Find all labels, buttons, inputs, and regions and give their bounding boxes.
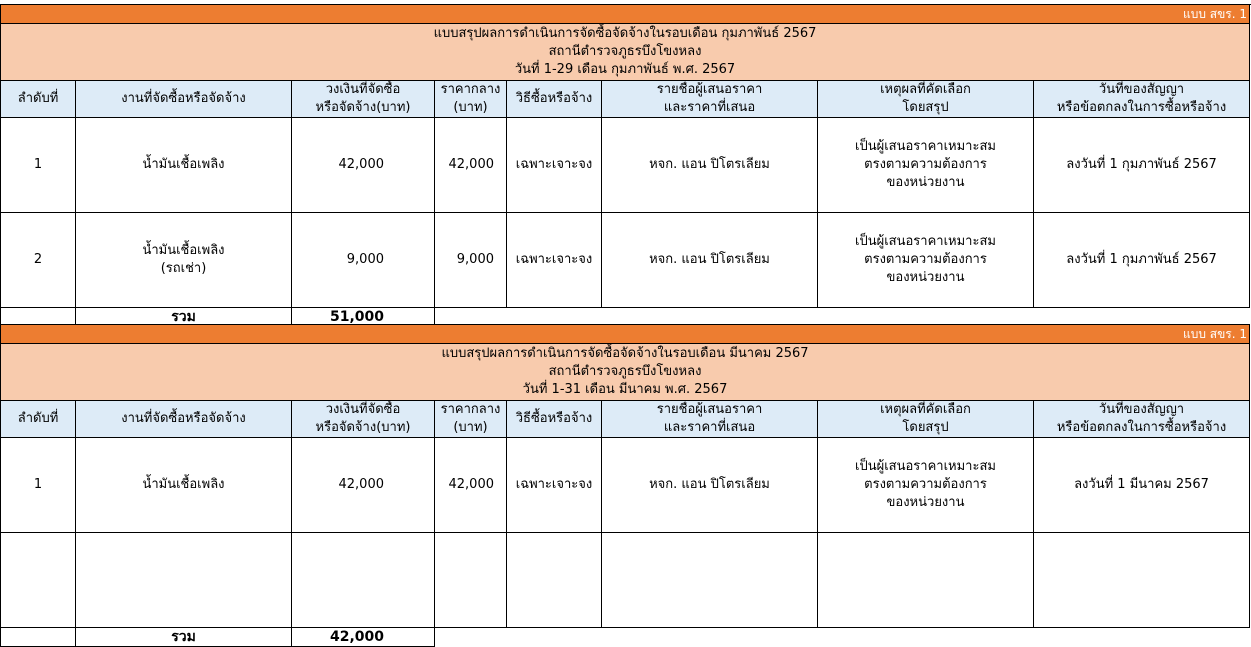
form-title: แบบสรุปผลการดำเนินการจัดซื้อจัดจ้างในรอบเดือน มีนาคม 2567 [441,346,809,361]
header-median-price: ราคากลาง (บาท) [435,401,507,438]
row-item: น้ำมันเชื้อเพลิง (รถเช่า) [76,213,292,308]
total-row [1,628,1250,647]
row-budget: 9,000 [292,213,435,308]
row-budget: 42,000 [292,438,435,533]
header-bidders: รายชื่อผู้เสนอราคา และราคาที่เสนอ [602,81,818,118]
total-value: 51,000 [292,308,435,327]
form-code-bar [1,325,1250,344]
row-contract: ลงวันที่ 1 กุมภาพันธ์ 2567 [1034,213,1250,308]
header-reason: เหตุผลที่คัดเลือก โดยสรุป [818,81,1034,118]
row-median: 42,000 [435,118,507,213]
table-row [1,118,1250,213]
row-method: เฉพาะเจาะจง [507,213,602,308]
header-no: ลำดับที่ [1,81,76,118]
form-title-block [1,344,1250,401]
date-range: วันที่ 1-29 เดือน กุมภาพันธ์ พ.ศ. 2567 [514,62,736,77]
header-budget: วงเงินที่จัดซื้อ หรือจัดจ้าง(บาท) [292,401,435,438]
row-bidder: หจก. แอน ปิโตรเลียม [602,118,818,213]
procurement-table-february [0,4,1250,327]
row-method: เฉพาะเจาะจง [507,118,602,213]
header-bidders: รายชื่อผู้เสนอราคา และราคาที่เสนอ [602,401,818,438]
row-bidder: หจก. แอน ปิโตรเลียม [602,438,818,533]
header-median-price: ราคากลาง (บาท) [435,81,507,118]
header-method: วิธีซื้อหรือจ้าง [507,81,602,118]
form-code: แบบ สขร. 1 [1,325,1250,344]
form-code: แบบ สขร. 1 [1,5,1250,24]
row-contract: ลงวันที่ 1 กุมภาพันธ์ 2567 [1034,118,1250,213]
header-contract-date: วันที่ของสัญญา หรือข้อตกลงในการซื้อหรือจ้าง [1034,81,1250,118]
row-reason: เป็นผู้เสนอราคาเหมาะสม ตรงตามความต้องการ ของหน่วยงาน [818,213,1034,308]
table-row [1,438,1250,533]
header-no: ลำดับที่ [1,401,76,438]
row-item: น้ำมันเชื้อเพลิง [76,438,292,533]
header-reason: เหตุผลที่คัดเลือก โดยสรุป [818,401,1034,438]
row-reason: เป็นผู้เสนอราคาเหมาะสม ตรงตามความต้องการ ของหน่วยงาน [818,438,1034,533]
procurement-table-march [0,324,1250,647]
form-title: แบบสรุปผลการดำเนินการจัดซื้อจัดจ้างในรอบเดือน กุมภาพันธ์ 2567 [433,26,817,41]
row-median: 9,000 [435,213,507,308]
column-header-row [1,401,1250,438]
row-budget: 42,000 [292,118,435,213]
row-contract: ลงวันที่ 1 มีนาคม 2567 [1034,438,1250,533]
table-row [1,213,1250,308]
header-item: งานที่จัดซื้อหรือจัดจ้าง [76,401,292,438]
row-reason: เป็นผู้เสนอราคาเหมาะสม ตรงตามความต้องการ ของหน่วยงาน [818,118,1034,213]
row-median: 42,000 [435,438,507,533]
column-header-row [1,81,1250,118]
row-bidder: หจก. แอน ปิโตรเลียม [602,213,818,308]
header-budget: วงเงินที่จัดซื้อ หรือจัดจ้าง(บาท) [292,81,435,118]
empty-table-row [1,533,1250,628]
total-label: รวม [76,308,292,327]
row-item: น้ำมันเชื้อเพลิง [76,118,292,213]
date-range: วันที่ 1-31 เดือน มีนาคม พ.ศ. 2567 [522,382,728,397]
row-no: 2 [1,213,76,308]
row-no: 1 [1,438,76,533]
row-no: 1 [1,118,76,213]
total-value: 42,000 [292,628,435,647]
station-name: สถานีตำรวจภูธรบึงโขงหลง [548,44,702,59]
form-code-bar [1,5,1250,24]
header-contract-date: วันที่ของสัญญา หรือข้อตกลงในการซื้อหรือจ้าง [1034,401,1250,438]
station-name: สถานีตำรวจภูธรบึงโขงหลง [548,364,702,379]
header-item: งานที่จัดซื้อหรือจัดจ้าง [76,81,292,118]
row-method: เฉพาะเจาะจง [507,438,602,533]
header-method: วิธีซื้อหรือจ้าง [507,401,602,438]
form-title-block [1,24,1250,81]
total-label: รวม [76,628,292,647]
